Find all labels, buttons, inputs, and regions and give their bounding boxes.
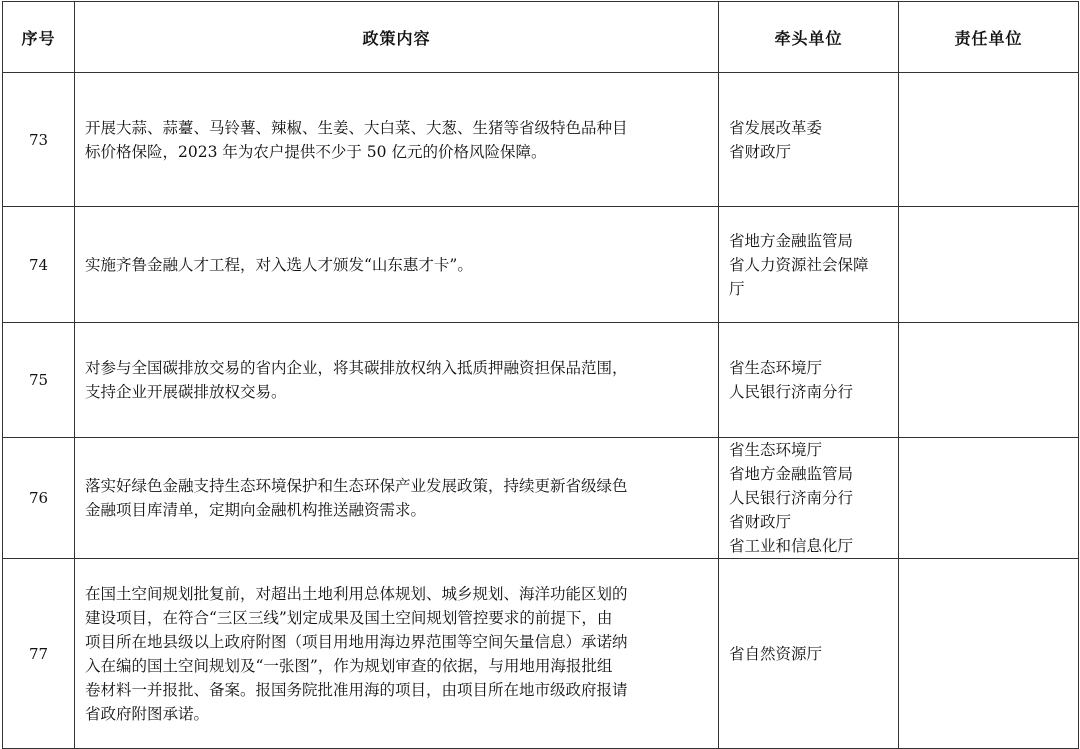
lead-unit-line: 省生态环境厅	[729, 359, 823, 377]
header-lead-unit: 牵头单位	[719, 2, 899, 73]
policy-content-line: 入在编的国土空间规划及“一张图”，作为规划审查的依据，与用地用海报批组	[85, 656, 613, 675]
header-responsible-unit: 责任单位	[899, 2, 1079, 73]
lead-unit-line: 省人力资源社会保障	[729, 255, 869, 274]
policy-content-line: 卷材料一并报批、备案。报国务院批准用海的项目，由项目所在地市级政府报请	[85, 680, 628, 699]
row-index: 75	[3, 323, 75, 438]
policy-table	[2, 1, 1079, 749]
row-index: 73	[3, 73, 75, 207]
responsible-unit	[899, 207, 1079, 323]
policy-content-line: 省政府附图承诺。	[85, 704, 210, 723]
lead-unit-line: 省生态环境厅	[729, 441, 823, 459]
policy-content	[75, 73, 719, 207]
policy-content-line: 实施齐鲁金融人才工程，对入选人才颁发“山东惠才卡”。	[85, 255, 473, 274]
row-index: 74	[3, 207, 75, 323]
policy-content-line: 落实好绿色金融支持生态环境保护和生态环保产业发展政策，持续更新省级绿色	[85, 477, 628, 495]
policy-content-line: 对参与全国碳排放交易的省内企业，将其碳排放权纳入抵质押融资担保品范围，	[85, 359, 628, 377]
responsible-unit	[899, 73, 1079, 207]
policy-content	[75, 559, 719, 749]
policy-content	[75, 207, 719, 323]
responsible-unit	[899, 323, 1079, 438]
header-row	[3, 2, 1079, 73]
policy-content-line: 开展大蒜、蒜薹、马铃薯、辣椒、生姜、大白菜、大葱、生猪等省级特色品种目	[85, 118, 628, 137]
lead-unit-line: 省地方金融监管局	[729, 231, 854, 250]
policy-content-line: 建设项目，在符合“三区三线”划定成果及国土空间规划管控要求的前提下，由	[85, 608, 613, 627]
lead-unit	[719, 559, 899, 749]
row-index: 76	[3, 438, 75, 559]
policy-content-line: 金融项目库清单，定期向金融机构推送融资需求。	[85, 501, 427, 519]
lead-unit-line: 省发展改革委	[729, 118, 823, 137]
table-row	[3, 438, 1079, 559]
lead-unit-line: 人民银行济南分行	[729, 489, 854, 507]
table-row	[3, 559, 1079, 749]
lead-unit	[719, 207, 899, 323]
lead-unit	[719, 323, 899, 438]
policy-content-line: 支持企业开展碳排放权交易。	[85, 383, 287, 401]
policy-content-line: 项目所在地县级以上政府附图（项目用地用海边界范围等空间矢量信息）承诺纳	[85, 632, 628, 651]
table-row	[3, 73, 1079, 207]
lead-unit	[719, 73, 899, 207]
responsible-unit	[899, 438, 1079, 559]
policy-content-line: 在国土空间规划批复前，对超出土地利用总体规划、城乡规划、海洋功能区划的	[85, 584, 628, 603]
lead-unit-line: 省地方金融监管局	[729, 465, 854, 483]
header-index: 序号	[3, 2, 75, 73]
table-row	[3, 323, 1079, 438]
responsible-unit	[899, 559, 1079, 749]
policy-content-line: 标价格保险，2023 年为农户提供不少于 50 亿元的价格风险保障。	[85, 142, 547, 161]
lead-unit-line: 人民银行济南分行	[729, 383, 854, 401]
lead-unit-line: 省财政厅	[729, 513, 792, 531]
lead-unit-line: 省财政厅	[729, 142, 792, 161]
policy-content	[75, 438, 719, 559]
lead-unit-line: 厅	[729, 279, 745, 298]
table-row	[3, 207, 1079, 323]
policy-content	[75, 323, 719, 438]
row-index: 77	[3, 559, 75, 749]
lead-unit-line: 省自然资源厅	[729, 644, 823, 663]
lead-unit	[719, 438, 899, 559]
header-content: 政策内容	[75, 2, 719, 73]
lead-unit-line: 省工业和信息化厅	[729, 537, 854, 555]
